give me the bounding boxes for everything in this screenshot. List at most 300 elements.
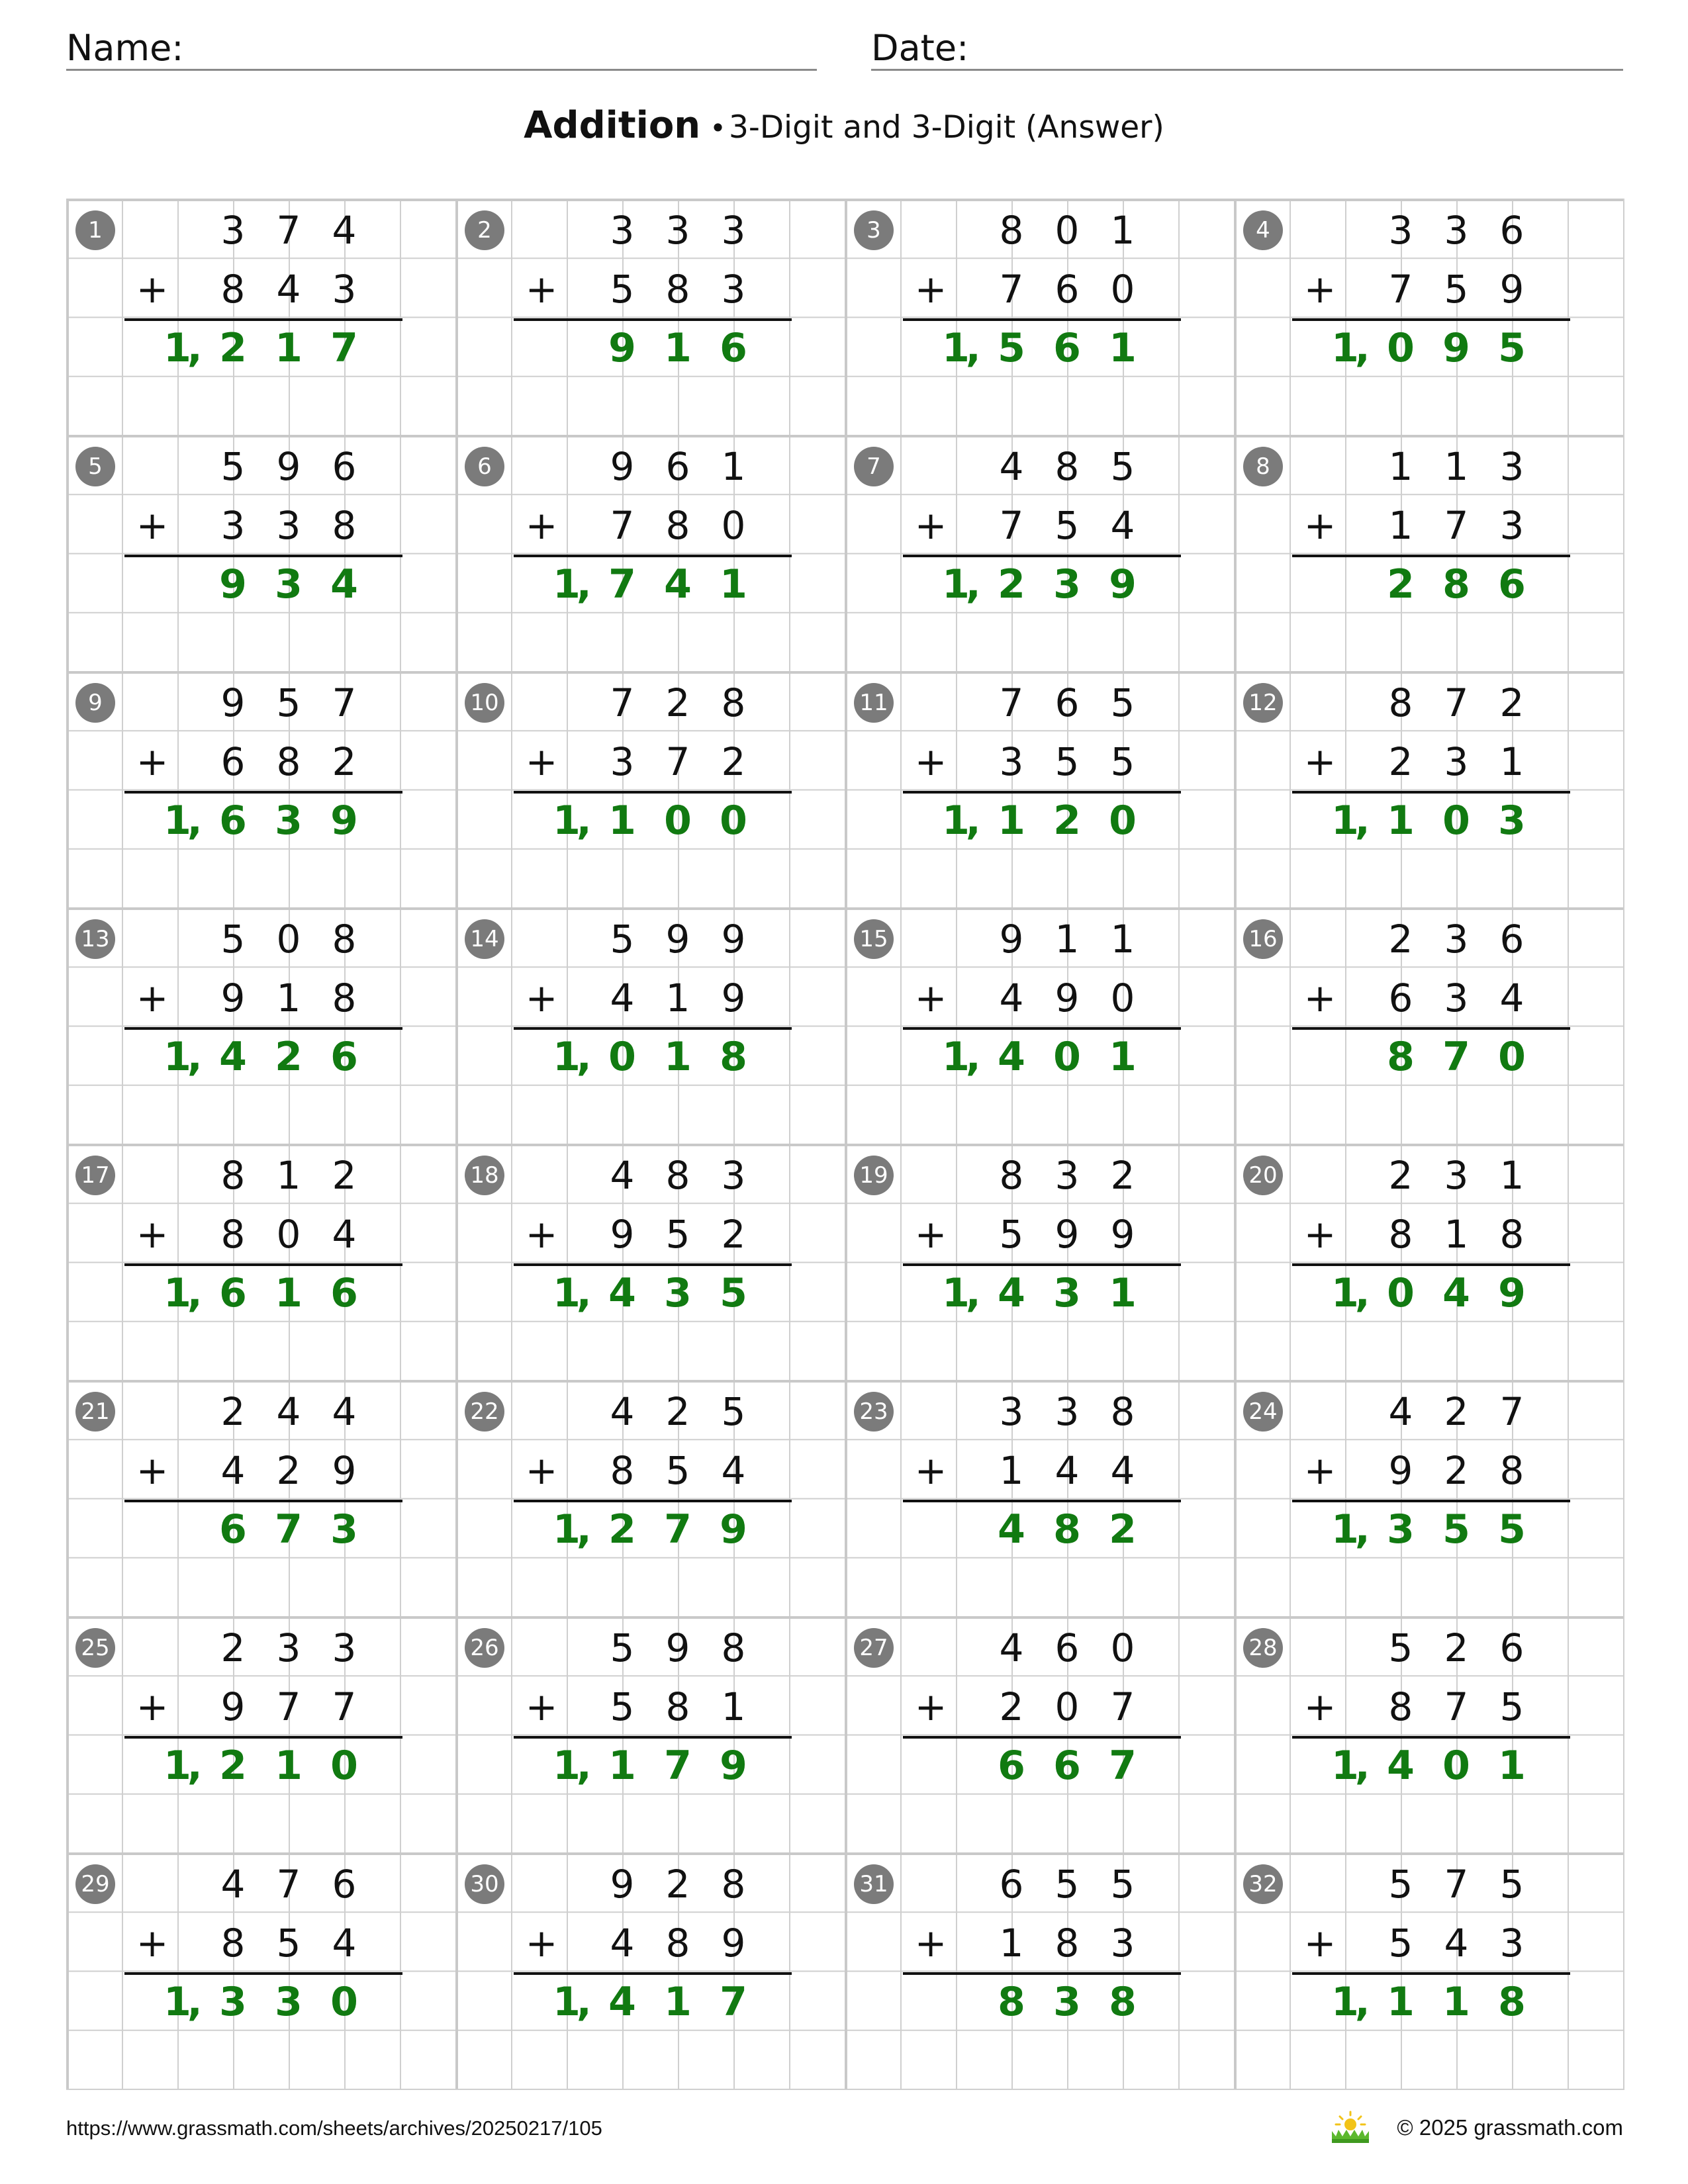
digit-cell: 0 [664, 797, 692, 844]
digit-cell: 3 [332, 267, 357, 312]
problem-number-badge: 10 [465, 683, 504, 723]
problem-number-badge: 20 [1243, 1156, 1283, 1195]
digit-cell: 7 [276, 1862, 301, 1907]
digit-cell: 5 [1388, 1862, 1413, 1907]
digit-cell: 9 [610, 444, 635, 489]
digit-cell: 7 [276, 208, 301, 253]
problem [845, 199, 1234, 435]
digit-cell: 6 [998, 1743, 1025, 1789]
digit-cell: 6 [1053, 1743, 1081, 1789]
date-label: Date: [871, 27, 969, 69]
plus-sign: + [136, 267, 169, 312]
digit-cell: 9 [721, 976, 746, 1021]
first-addend [594, 201, 761, 260]
digit-cell: 0 [1055, 1684, 1080, 1729]
digit-cell: 0 [1110, 976, 1135, 1021]
second-addend [984, 1914, 1150, 1973]
answer [150, 1973, 372, 2032]
digit-cell: 9 [1055, 1212, 1080, 1257]
digit-cell: 3 [1387, 1506, 1415, 1553]
problem [845, 1616, 1234, 1852]
digit-cell: 7 [665, 739, 690, 784]
problem-number-badge: 11 [854, 683, 894, 723]
digit-cell: 7 [1388, 267, 1413, 312]
digit-cell: 7 [720, 1979, 747, 2025]
answer [539, 1028, 761, 1087]
digit-cell: 3 [1055, 1153, 1080, 1198]
digit-cell: 1 [999, 1921, 1024, 1966]
second-addend [205, 496, 372, 555]
grass-sun-logo-icon [1329, 2110, 1372, 2144]
digit-cell: 0 [721, 503, 746, 548]
digit-cell: 6 [1498, 561, 1526, 608]
problem [845, 907, 1234, 1144]
problem [1234, 199, 1623, 435]
digit-cell: 9 [721, 1921, 746, 1966]
digit-cell: 3 [275, 797, 303, 844]
answer [928, 555, 1150, 614]
digit-cell: 4 [998, 1506, 1025, 1553]
digit-cell: 0 [1498, 1034, 1526, 1080]
digit-cell: 3 [275, 1979, 303, 2025]
digit-cell: 1, [553, 1979, 592, 2025]
digit-cell: 5 [1444, 267, 1469, 312]
digit-cell: 1 [1055, 917, 1080, 962]
digit-cell: 7 [610, 680, 635, 725]
digit-cell: 2 [665, 680, 690, 725]
problem [66, 1616, 455, 1852]
second-addend [594, 496, 761, 555]
digit-cell: 2 [1444, 1448, 1469, 1493]
digit-cell: 6 [332, 444, 357, 489]
digit-cell: 8 [610, 1448, 635, 1493]
digit-cell: 3 [1498, 797, 1526, 844]
plus-sign: + [525, 267, 558, 312]
digit-cell: 1 [1109, 1034, 1137, 1080]
digit-cell: 0 [276, 917, 301, 962]
digit-cell: 4 [219, 1034, 247, 1080]
footer-copyright: © 2025 grassmath.com [1397, 2115, 1623, 2140]
digit-cell: 5 [610, 917, 635, 962]
digit-cell: 9 [219, 561, 247, 608]
digit-cell: 7 [276, 1684, 301, 1729]
second-addend [984, 260, 1150, 319]
digit-cell: 1, [164, 1743, 203, 1789]
digit-cell: 8 [1053, 1506, 1081, 1553]
digit-cell: 3 [276, 503, 301, 548]
plus-sign: + [1303, 1921, 1336, 1966]
digit-cell: 1 [1109, 1270, 1137, 1316]
plus-sign: + [1303, 1448, 1336, 1493]
problem [1234, 907, 1623, 1144]
digit-cell: 8 [665, 1684, 690, 1729]
digit-cell: 2 [219, 1743, 247, 1789]
digit-cell: 3 [276, 1625, 301, 1670]
digit-cell: 1, [553, 1743, 592, 1789]
digit-cell: 0 [330, 1743, 358, 1789]
digit-cell: 3 [665, 208, 690, 253]
digit-cell: 3 [1053, 1979, 1081, 2025]
digit-cell: 4 [220, 1862, 246, 1907]
problem-number-badge: 22 [465, 1392, 504, 1432]
first-addend [1373, 1619, 1540, 1678]
digit-cell: 2 [1444, 1625, 1469, 1670]
problem [455, 1144, 845, 1380]
digit-cell: 9 [720, 1506, 747, 1553]
digit-cell: 6 [330, 1034, 358, 1080]
plus-sign: + [136, 1212, 169, 1257]
digit-cell: 3 [220, 208, 246, 253]
problem [66, 435, 455, 671]
digit-cell: 7 [999, 503, 1024, 548]
problem-grid [66, 199, 1624, 2090]
title-separator: • [710, 112, 726, 144]
digit-cell: 6 [720, 325, 747, 371]
digit-cell: 1, [942, 561, 981, 608]
digit-cell: 5 [610, 1625, 635, 1670]
plus-sign: + [914, 976, 947, 1021]
digit-cell: 4 [1110, 503, 1135, 548]
digit-cell: 3 [1053, 561, 1081, 608]
digit-cell: 3 [1444, 208, 1469, 253]
second-addend [205, 1441, 372, 1500]
problem [1234, 435, 1623, 671]
digit-cell: 5 [1110, 444, 1135, 489]
digit-cell: 3 [1444, 739, 1469, 784]
first-addend [984, 1383, 1150, 1441]
digit-cell: 4 [276, 1389, 301, 1434]
title-subtitle: 3-Digit and 3-Digit (Answer) [728, 109, 1164, 146]
first-addend [205, 1619, 372, 1678]
problem [845, 1144, 1234, 1380]
first-addend [594, 1383, 761, 1441]
problem-number-badge: 21 [75, 1392, 115, 1432]
digit-cell: 3 [1499, 1921, 1524, 1966]
digit-cell: 1 [276, 1153, 301, 1198]
digit-cell: 5 [665, 1212, 690, 1257]
digit-cell: 8 [998, 1979, 1025, 2025]
second-addend [1373, 1205, 1540, 1264]
first-addend [205, 201, 372, 260]
problem [66, 1144, 455, 1380]
digit-cell: 2 [1388, 739, 1413, 784]
plus-sign: + [136, 1921, 169, 1966]
digit-cell: 2 [220, 1389, 246, 1434]
problem-number-badge: 26 [465, 1628, 504, 1668]
digit-cell: 6 [665, 444, 690, 489]
digit-cell: 2 [1388, 1153, 1413, 1198]
digit-cell: 7 [1110, 1684, 1135, 1729]
digit-cell: 5 [1498, 325, 1526, 371]
plus-sign: + [525, 1684, 558, 1729]
digit-cell: 4 [1387, 1743, 1415, 1789]
digit-cell: 7 [1109, 1743, 1137, 1789]
digit-cell: 2 [721, 739, 746, 784]
answer [1317, 1500, 1540, 1559]
answer [1317, 319, 1540, 378]
digit-cell: 8 [332, 503, 357, 548]
digit-cell: 9 [330, 797, 358, 844]
plus-sign: + [914, 503, 947, 548]
digit-cell: 7 [610, 503, 635, 548]
digit-cell: 1, [164, 1270, 203, 1316]
title-main: Addition [524, 104, 701, 147]
plus-sign: + [136, 1448, 169, 1493]
problem [455, 1616, 845, 1852]
second-addend [1373, 1914, 1540, 1973]
digit-cell: 1, [553, 1034, 592, 1080]
digit-cell: 6 [999, 1862, 1024, 1907]
digit-cell: 1 [999, 1448, 1024, 1493]
digit-cell: 3 [1444, 1153, 1469, 1198]
second-addend [594, 1678, 761, 1737]
plus-sign: + [136, 976, 169, 1021]
digit-cell: 7 [1444, 1684, 1469, 1729]
digit-cell: 8 [720, 1034, 747, 1080]
digit-cell: 8 [220, 267, 246, 312]
plus-sign: + [136, 503, 169, 548]
digit-cell: 1 [664, 325, 692, 371]
digit-cell: 7 [1444, 503, 1469, 548]
digit-cell: 1, [942, 325, 981, 371]
problem [845, 671, 1234, 907]
problem-number-badge: 13 [75, 919, 115, 959]
digit-cell: 9 [665, 1625, 690, 1670]
digit-cell: 3 [220, 503, 246, 548]
plus-sign: + [914, 1212, 947, 1257]
digit-cell: 8 [721, 1862, 746, 1907]
digit-cell: 3 [219, 1979, 247, 2025]
digit-cell: 4 [220, 1448, 246, 1493]
digit-cell: 2 [1109, 1506, 1137, 1553]
problem-number-badge: 30 [465, 1864, 504, 1904]
digit-cell: 1 [275, 1270, 303, 1316]
problem-number-badge: 18 [465, 1156, 504, 1195]
digit-cell: 9 [720, 1743, 747, 1789]
first-addend [594, 437, 761, 496]
digit-cell: 6 [1499, 1625, 1524, 1670]
digit-cell: 1, [164, 1979, 203, 2025]
digit-cell: 4 [999, 444, 1024, 489]
digit-cell: 6 [1053, 325, 1081, 371]
digit-cell: 8 [999, 208, 1024, 253]
second-addend [984, 1678, 1150, 1737]
digit-cell: 9 [608, 325, 636, 371]
answer [928, 319, 1150, 378]
digit-cell: 2 [1444, 1389, 1469, 1434]
answer [984, 1737, 1150, 1796]
digit-cell: 4 [721, 1448, 746, 1493]
digit-cell: 0 [720, 797, 747, 844]
digit-cell: 4 [999, 976, 1024, 1021]
footer-url: https://www.grassmath.com/sheets/archives/20250217/105 [66, 2116, 602, 2140]
first-addend [205, 1855, 372, 1914]
problem-number-badge: 29 [75, 1864, 115, 1904]
digit-cell: 3 [1444, 976, 1469, 1021]
digit-cell: 1 [664, 1034, 692, 1080]
digit-cell: 3 [330, 1506, 358, 1553]
digit-cell: 9 [1055, 976, 1080, 1021]
first-addend [984, 1855, 1150, 1914]
first-addend [1373, 437, 1540, 496]
plus-sign: + [914, 267, 947, 312]
digit-cell: 1, [164, 797, 203, 844]
problem-number-badge: 8 [1243, 447, 1283, 486]
digit-cell: 1 [1388, 444, 1413, 489]
digit-cell: 7 [999, 267, 1024, 312]
digit-cell: 0 [1055, 208, 1080, 253]
digit-cell: 4 [1388, 1389, 1413, 1434]
digit-cell: 4 [610, 976, 635, 1021]
answer [594, 319, 761, 378]
digit-cell: 6 [1499, 208, 1524, 253]
digit-cell: 1, [164, 1034, 203, 1080]
digit-cell: 5 [220, 917, 246, 962]
digit-cell: 2 [332, 1153, 357, 1198]
digit-cell: 5 [720, 1270, 747, 1316]
second-addend [594, 1914, 761, 1973]
second-addend [984, 1205, 1150, 1264]
problem [1234, 671, 1623, 907]
second-addend [205, 969, 372, 1028]
first-addend [984, 201, 1150, 260]
digit-cell: 5 [1388, 1921, 1413, 1966]
answer [1373, 555, 1540, 614]
plus-sign: + [1303, 503, 1336, 548]
digit-cell: 0 [330, 1979, 358, 2025]
second-addend [594, 733, 761, 792]
digit-cell: 5 [998, 325, 1025, 371]
digit-cell: 9 [1498, 1270, 1526, 1316]
problem-number-badge: 23 [854, 1392, 894, 1432]
second-addend [205, 1914, 372, 1973]
problem [455, 1852, 845, 2089]
answer [984, 1500, 1150, 1559]
digit-cell: 1 [276, 976, 301, 1021]
digit-cell: 7 [1444, 1862, 1469, 1907]
answer [1317, 792, 1540, 850]
problem [845, 1380, 1234, 1616]
first-addend [205, 1383, 372, 1441]
second-addend [984, 733, 1150, 792]
digit-cell: 1 [721, 444, 746, 489]
digit-cell: 4 [608, 1979, 636, 2025]
plus-sign: + [525, 503, 558, 548]
digit-cell: 8 [332, 976, 357, 1021]
digit-cell: 8 [665, 1921, 690, 1966]
digit-cell: 1, [553, 1270, 592, 1316]
digit-cell: 6 [219, 1506, 247, 1553]
plus-sign: + [914, 739, 947, 784]
second-addend [594, 969, 761, 1028]
digit-cell: 9 [220, 1684, 246, 1729]
plus-sign: + [914, 1448, 947, 1493]
answer [539, 1264, 761, 1323]
digit-cell: 8 [665, 1153, 690, 1198]
date-field[interactable] [871, 25, 1623, 71]
first-addend [1373, 1383, 1540, 1441]
answer [539, 792, 761, 850]
digit-cell: 5 [1055, 739, 1080, 784]
plus-sign: + [1303, 1212, 1336, 1257]
digit-cell: 5 [1499, 1862, 1524, 1907]
digit-cell: 9 [1499, 267, 1524, 312]
digit-cell: 9 [332, 1448, 357, 1493]
digit-cell: 7 [608, 561, 636, 608]
problem-number-badge: 5 [75, 447, 115, 486]
digit-cell: 9 [220, 680, 246, 725]
digit-cell: 0 [1387, 1270, 1415, 1316]
name-field[interactable] [66, 25, 817, 71]
digit-cell: 6 [332, 1862, 357, 1907]
problem-number-badge: 25 [75, 1628, 115, 1668]
digit-cell: 8 [1387, 1034, 1415, 1080]
digit-cell: 7 [999, 680, 1024, 725]
worksheet-title [0, 104, 1688, 147]
digit-cell: 3 [664, 1270, 692, 1316]
answer [928, 1028, 1150, 1087]
problem-number-badge: 28 [1243, 1628, 1283, 1668]
problem [455, 435, 845, 671]
digit-cell: 6 [1055, 680, 1080, 725]
digit-cell: 4 [330, 561, 358, 608]
digit-cell: 1, [1331, 325, 1370, 371]
digit-cell: 5 [276, 1921, 301, 1966]
digit-cell: 2 [998, 561, 1025, 608]
digit-cell: 8 [1388, 1684, 1413, 1729]
digit-cell: 8 [999, 1153, 1024, 1198]
digit-cell: 6 [219, 1270, 247, 1316]
first-addend [594, 910, 761, 969]
plus-sign: + [1303, 1684, 1336, 1729]
answer [150, 319, 372, 378]
digit-cell: 4 [1110, 1448, 1135, 1493]
digit-cell: 5 [276, 680, 301, 725]
second-addend [594, 1205, 761, 1264]
digit-cell: 8 [220, 1153, 246, 1198]
problem-number-badge: 2 [465, 210, 504, 250]
digit-cell: 8 [721, 680, 746, 725]
digit-cell: 1 [1442, 1979, 1470, 2025]
digit-cell: 1, [1331, 797, 1370, 844]
answer [928, 792, 1150, 850]
digit-cell: 8 [1109, 1979, 1137, 2025]
digit-cell: 2 [665, 1862, 690, 1907]
digit-cell: 1 [275, 325, 303, 371]
answer [205, 555, 372, 614]
answer [1317, 1737, 1540, 1796]
digit-cell: 1, [553, 797, 592, 844]
first-addend [984, 910, 1150, 969]
second-addend [1373, 1441, 1540, 1500]
problem-number-badge: 14 [465, 919, 504, 959]
digit-cell: 4 [1499, 976, 1524, 1021]
digit-cell: 2 [332, 739, 357, 784]
digit-cell: 5 [1498, 1506, 1526, 1553]
answer [1373, 1028, 1540, 1087]
plus-sign: + [1303, 739, 1336, 784]
digit-cell: 6 [1499, 917, 1524, 962]
digit-cell: 8 [1499, 1212, 1524, 1257]
digit-cell: 6 [1055, 267, 1080, 312]
digit-cell: 0 [1387, 325, 1415, 371]
answer [539, 1500, 761, 1559]
problem-number-badge: 31 [854, 1864, 894, 1904]
first-addend [205, 674, 372, 733]
digit-cell: 1 [1110, 917, 1135, 962]
digit-cell: 4 [1442, 1270, 1470, 1316]
problem-number-badge: 17 [75, 1156, 115, 1195]
